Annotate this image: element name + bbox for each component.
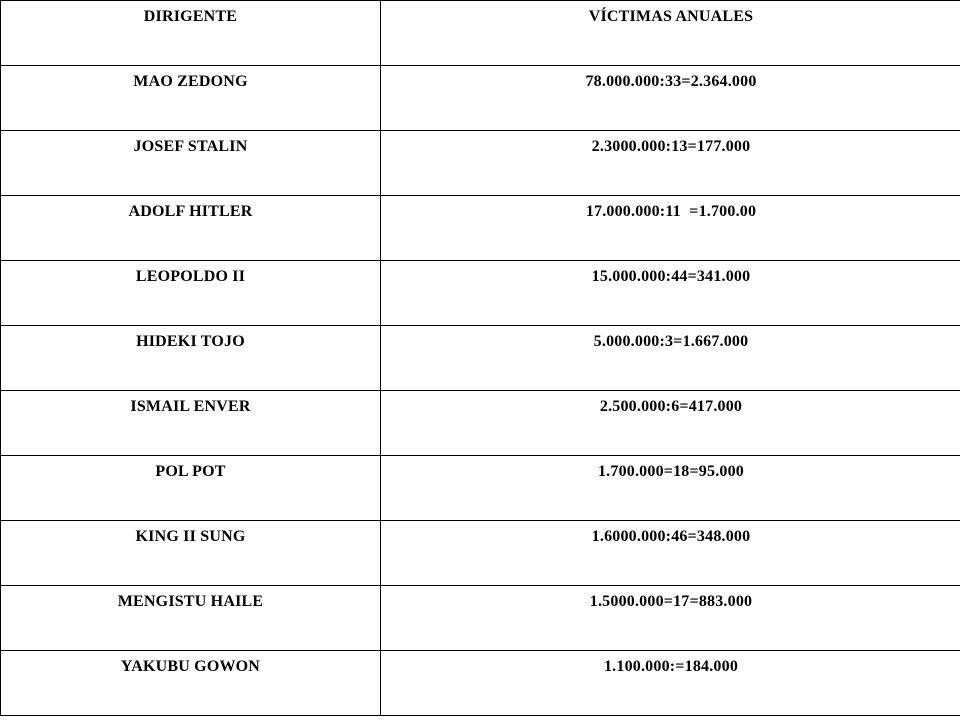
- cell-dirigente: MENGISTU HAILE: [1, 586, 381, 651]
- header-dirigente: DIRIGENTE: [1, 1, 381, 66]
- cell-victimas: 1.6000.000:46=348.000: [381, 521, 960, 586]
- table-row: [1, 196, 960, 261]
- table-row: [1, 586, 960, 651]
- table-row: [1, 651, 960, 716]
- cell-victimas: 17.000.000:11 =1.700.00: [381, 196, 960, 261]
- cell-victimas: 78.000.000:33=2.364.000: [381, 66, 960, 131]
- cell-dirigente: ISMAIL ENVER: [1, 391, 381, 456]
- cell-victimas: 2.3000.000:13=177.000: [381, 131, 960, 196]
- cell-dirigente: KING II SUNG: [1, 521, 381, 586]
- cell-dirigente: LEOPOLDO II: [1, 261, 381, 326]
- table-row: [1, 391, 960, 456]
- cell-victimas: 1.5000.000=17=883.000: [381, 586, 960, 651]
- header-row: [1, 1, 960, 66]
- header-victimas: VÍCTIMAS ANUALES: [381, 1, 960, 66]
- cell-dirigente: MAO ZEDONG: [1, 66, 381, 131]
- table-row: [1, 261, 960, 326]
- cell-dirigente: POL POT: [1, 456, 381, 521]
- cell-dirigente: HIDEKI TOJO: [1, 326, 381, 391]
- table-row: [1, 66, 960, 131]
- cell-victimas: 1.700.000=18=95.000: [381, 456, 960, 521]
- table-row: [1, 456, 960, 521]
- table-row: [1, 131, 960, 196]
- cell-dirigente: JOSEF STALIN: [1, 131, 381, 196]
- cell-victimas: 5.000.000:3=1.667.000: [381, 326, 960, 391]
- cell-victimas: 1.100.000:=184.000: [381, 651, 960, 716]
- cell-dirigente: ADOLF HITLER: [1, 196, 381, 261]
- cell-victimas: 2.500.000:6=417.000: [381, 391, 960, 456]
- table-row: [1, 521, 960, 586]
- cell-victimas: 15.000.000:44=341.000: [381, 261, 960, 326]
- cell-dirigente: YAKUBU GOWON: [1, 651, 381, 716]
- table-row: [1, 326, 960, 391]
